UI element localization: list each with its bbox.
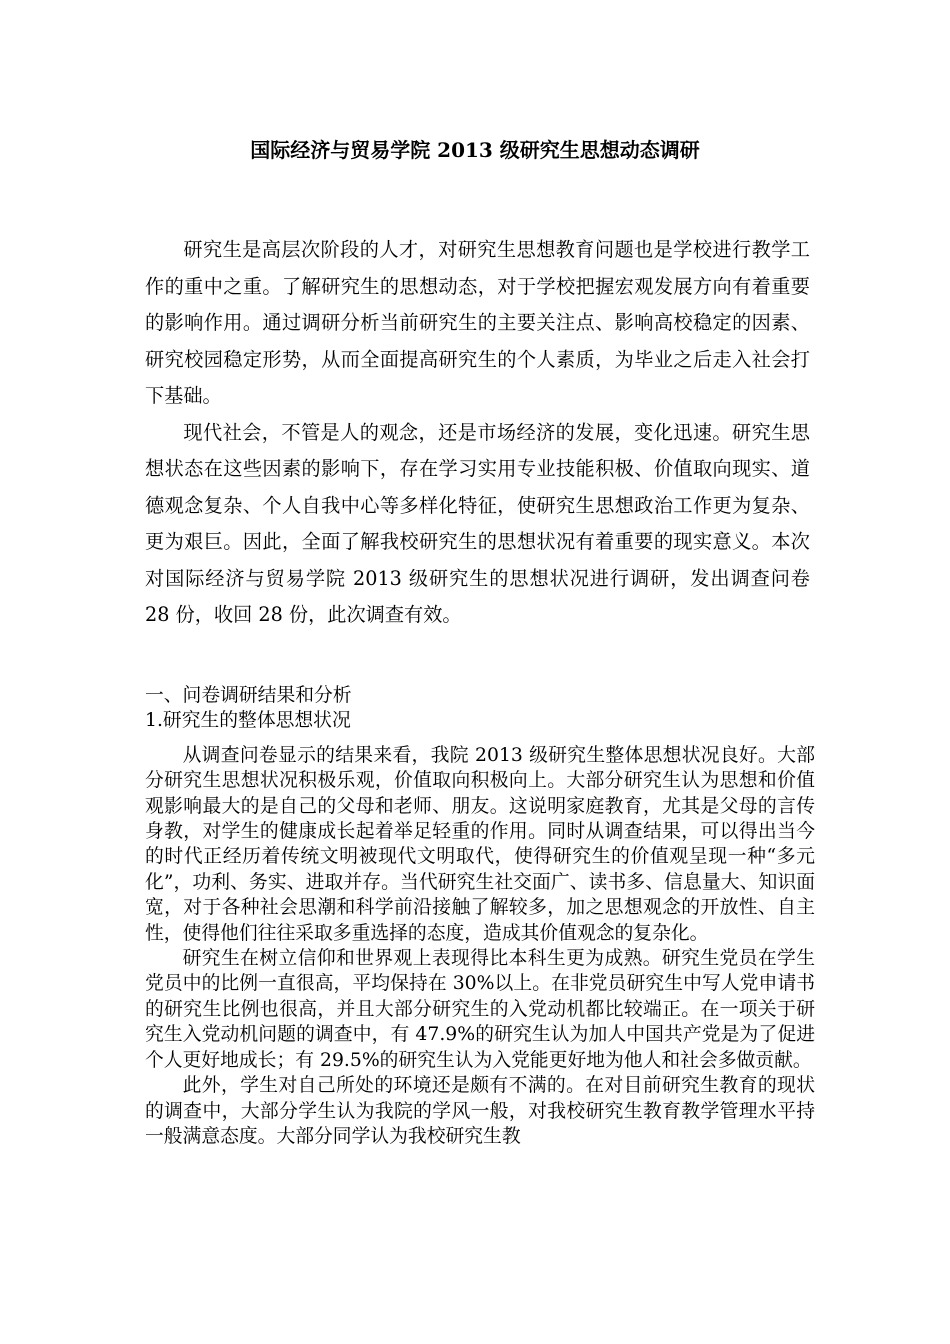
intro-paragraph-1: 研究生是高层次阶段的人才，对研究生思想教育问题也是学校进行教学工作的重中之重。了解研究生的思想动态，对于学校把握宏观发展方向有着重要的影响作用。通过调研分析当前研究生的主要关注点、影响高校稳定的因素、研究校园稳定形势，从而全面提高研究生的个人素质，为毕业之后走入社会打下基础。 — [145, 238, 810, 407]
subsection-heading: 1.研究生的整体思想状况 — [145, 710, 351, 732]
document-title: 国际经济与贸易学院 2013 级研究生思想动态调研 — [250, 138, 700, 162]
body-paragraph-1: 从调查问卷显示的结果来看，我院 2013 级研究生整体思想状况良好。大部分研究生思想状况积极乐观，价值取向积极向上。大部分研究生认为思想和价值观影响最大的是自己的父母和老师、朋友。这说明家庭教育，尤其是父母的言传身教，对学生的健康成长起着举足轻重的作用。同时从调查结果，可以得出当今的时代正经历着传统文明被现代文明取代，使得研究生的价值观呈现一种“多元化”，功利、务实、进取并存。当代研究生社交面广、读书多、信息量大、知识面宽，对于各种社会思潮和科学前沿接触了解较多，加之思想观念的开放性、自主性，使得他们往往采取多重选择的态度，造成其价值观念的复杂化。 — [145, 744, 815, 944]
body-paragraph-3: 此外，学生对自己所处的环境还是颇有不满的。在对目前研究生教育的现状的调查中，大部分学生认为我院的学风一般，对我校研究生教育教学管理水平持一般满意态度。大部分同学认为我校研究生教 — [145, 1075, 815, 1147]
body-paragraph-2: 研究生在树立信仰和世界观上表现得比本科生更为成熟。研究生党员在学生党员中的比例一直很高，平均保持在 30%以上。在非党员研究生中写人党申请书的研究生比例也很高，并且大部分研究生的入党动机都比较端正。在一项关于研究生入党动机问题的调查中，有 47.9%的研究生认为加人中国共产党是为了促进个人更好地成长；有 29.5%的研究生认为入党能更好地为他人和社会多做贡献。 — [145, 948, 815, 1071]
analysis-section — [145, 683, 815, 1149]
intro-paragraph-2: 现代社会，不管是人的观念，还是市场经济的发展，变化迅速。研究生思想状态在这些因素的影响下，存在学习实用专业技能积极、价值取向现实、道德观念复杂、个人自我中心等多样化特征，使研究生思想政治工作更为复杂、更为艰巨。因此，全面了解我校研究生的思想状况有着重要的现实意义。本次对国际经济与贸易学院 2013 级研究生的思想状况进行调研，发出调查问卷 28 份，收回 28 份，此次调查有效。 — [145, 420, 810, 626]
intro-section — [145, 232, 810, 634]
section-heading: 一、问卷调研结果和分析 — [145, 685, 352, 706]
